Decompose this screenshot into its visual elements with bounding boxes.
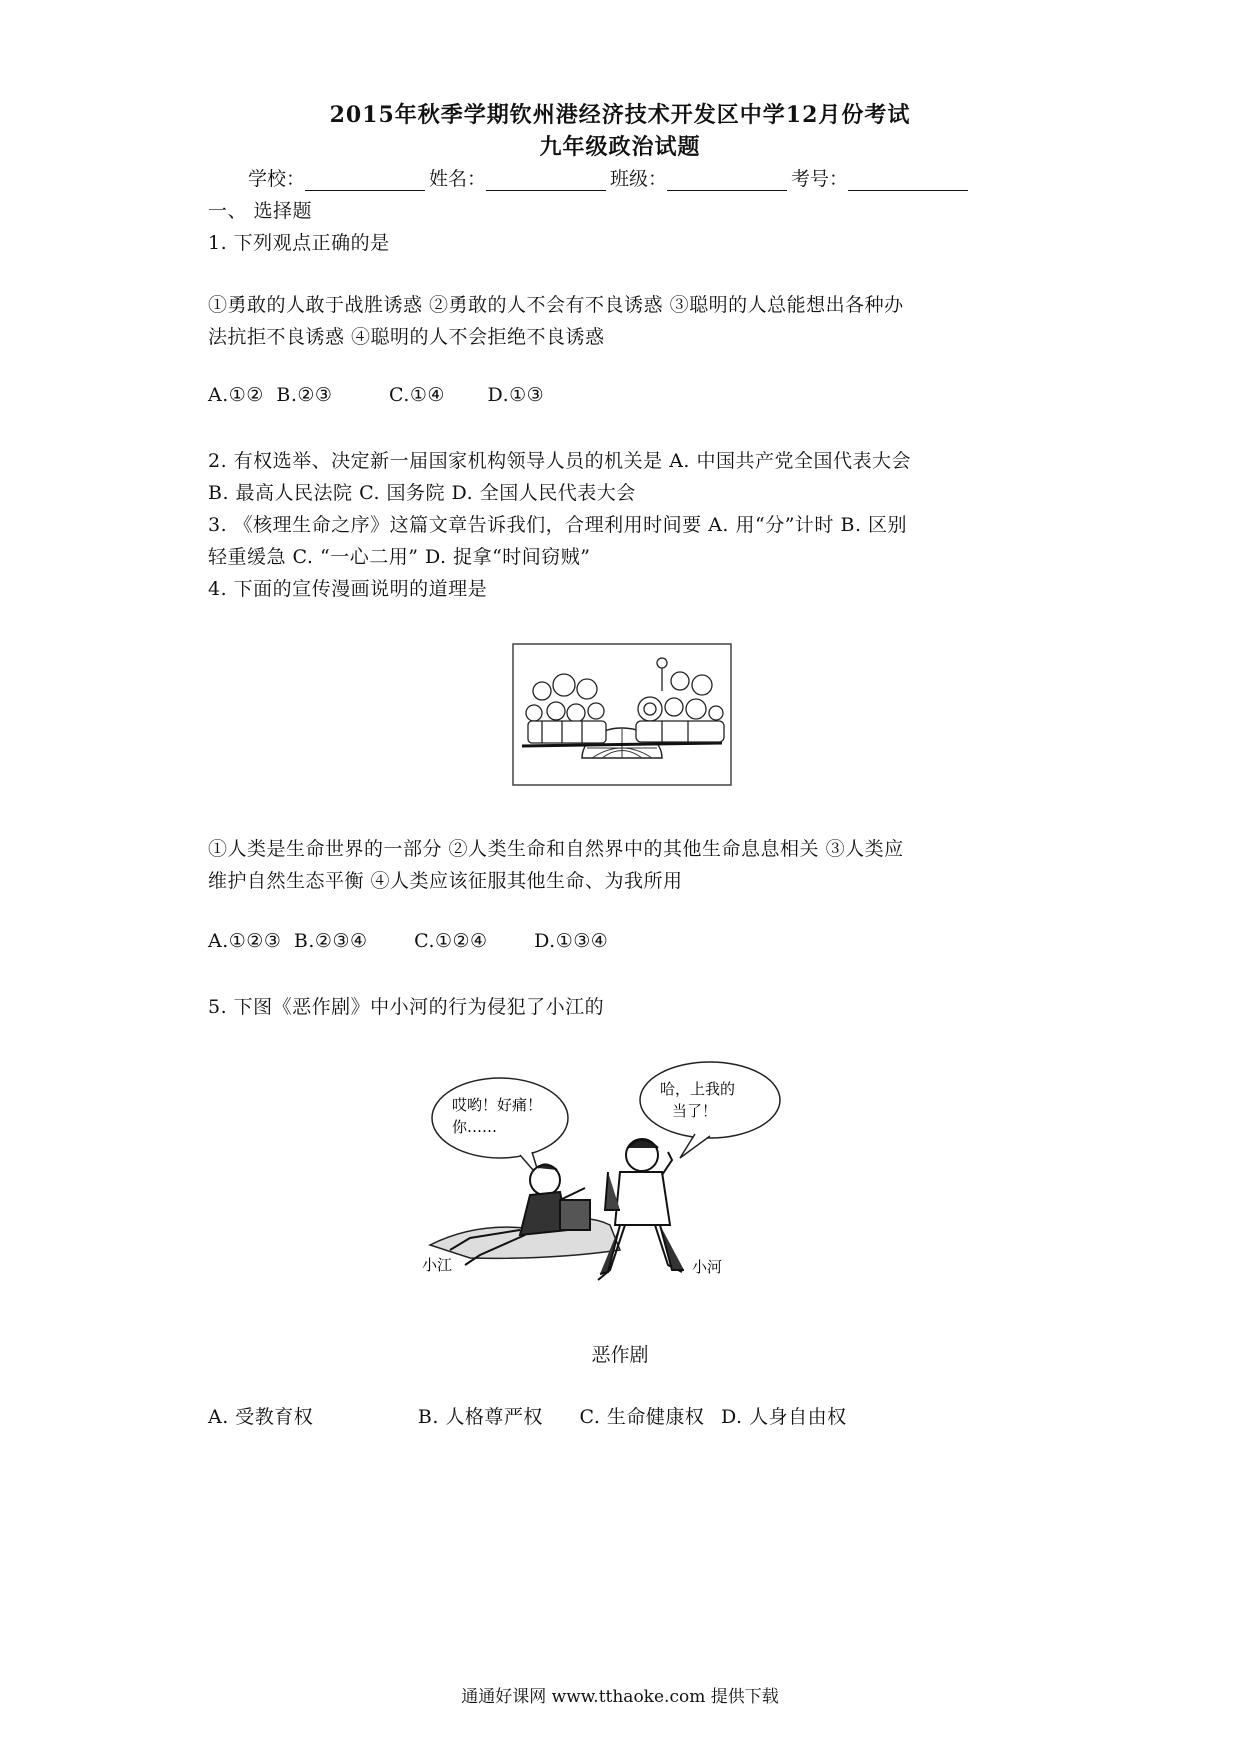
q5-option-a: A. 受教育权 xyxy=(208,1406,314,1428)
q1-option-d: D.①③ xyxy=(487,384,545,406)
name-label: 姓名： xyxy=(429,168,487,190)
exam-title: 2015年秋季学期钦州港经济技术开发区中学12月份考试 xyxy=(329,102,911,128)
q4-statements-line1: ①人类是生命世界的一部分 ②人类生命和自然界中的其他生命息息相关 ③人类应 xyxy=(208,838,904,860)
q4-option-a: A.①②③ xyxy=(208,930,282,952)
q2-line2: B. 最高人民法院 C. 国务院 D. 全国人民代表大会 xyxy=(208,482,636,504)
q1-stem: 1. 下列观点正确的是 xyxy=(208,232,390,254)
balance-cartoon-image xyxy=(512,643,732,786)
exam-subtitle: 九年级政治试题 xyxy=(539,134,701,160)
section-heading: 一、 选择题 xyxy=(208,200,313,222)
q4-option-b: B.②③④ xyxy=(293,930,368,952)
class-blank xyxy=(667,170,787,191)
q4-options xyxy=(208,930,608,952)
label-xiaohe: 小河 xyxy=(692,1258,723,1276)
exam-number-blank xyxy=(848,170,968,191)
student-info-row xyxy=(248,164,972,191)
figure-caption: 恶作剧 xyxy=(591,1344,649,1366)
bubble-right-line1: 哈，上我的 xyxy=(660,1080,736,1098)
q1-options xyxy=(208,384,544,406)
q1-statements-line1: ①勇敢的人敢于战胜诱惑 ②勇敢的人不会有不良诱惑 ③聪明的人总能想出各种办 xyxy=(208,294,904,316)
q4-option-c: C.①②④ xyxy=(414,930,488,952)
school-blank xyxy=(305,170,425,191)
q3-line1: 3. 《核理生命之序》这篇文章告诉我们，合理利用时间要 A. 用“分”计时 B. 区别 xyxy=(208,514,908,536)
q5-options xyxy=(208,1402,847,1429)
exam-number-label: 考号： xyxy=(791,168,849,190)
school-label: 学校： xyxy=(248,168,306,190)
q1-statements-line2: 法抗拒不良诱惑 ④聪明的人不会拒绝不良诱惑 xyxy=(208,326,605,348)
q4-statements-line2: 维护自然生态平衡 ④人类应该征服其他生命、为我所用 xyxy=(208,870,683,892)
q5-stem: 5. 下图《恶作剧》中小河的行为侵犯了小江的 xyxy=(208,996,605,1018)
q2-line1: 2. 有权选举、决定新一届国家机构领导人员的机关是 A. 中国共产党全国代表大会 xyxy=(208,450,912,472)
q1-option-a: A.①② xyxy=(208,384,264,406)
label-xiaojiang: 小江 xyxy=(422,1256,453,1274)
q3-line2: 轻重缓急 C. “一心二用” D. 捉拿“时间窃贼” xyxy=(208,546,591,568)
q5-option-d: D. 人身自由权 xyxy=(720,1406,847,1428)
q4-stem: 4. 下面的宣传漫画说明的道理是 xyxy=(208,578,488,600)
prank-cartoon-image xyxy=(410,1060,810,1290)
bubble-left-line1: 哎哟！好痛！ xyxy=(452,1096,543,1114)
name-blank xyxy=(486,170,606,191)
q4-option-d: D.①③④ xyxy=(534,930,609,952)
bubble-right-line2: 当了！ xyxy=(672,1102,718,1120)
q1-option-c: C.①④ xyxy=(389,384,445,406)
q5-option-b: B. 人格尊严权 xyxy=(417,1406,543,1428)
q1-option-b: B.②③ xyxy=(276,384,333,406)
footer-note: 通通好课网 www.tthaoke.com 提供下载 xyxy=(461,1687,779,1707)
bubble-left-line2: 你…… xyxy=(452,1118,498,1136)
class-label: 班级： xyxy=(610,168,668,190)
q5-option-c: C. 生命健康权 xyxy=(579,1406,705,1428)
